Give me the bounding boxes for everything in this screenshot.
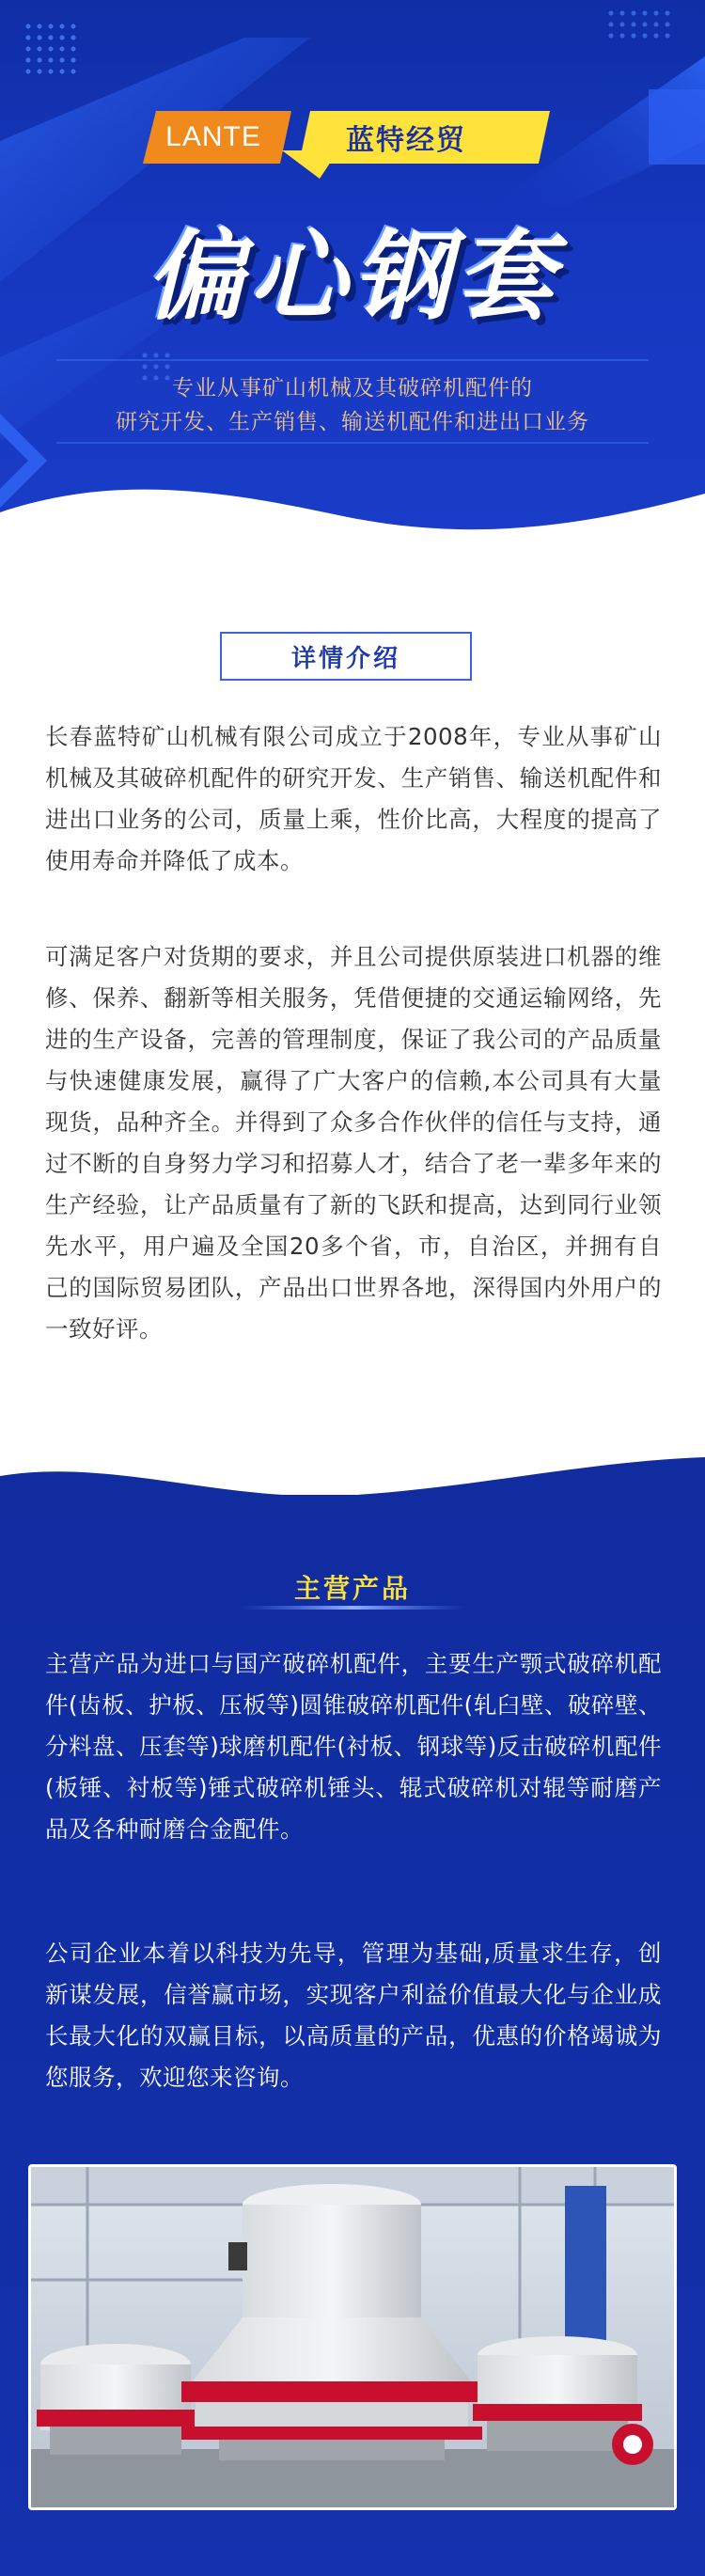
products-paragraph-2: 公司企业本着以科技为先导，管理为基础,质量求生存，创新谋发展，信誉赢市场，实现客户利益价值最大化与企业成长最大化的双赢目标，以高质量的产品，优惠的价格竭诚为您服务，欢迎您来咨询。 [45, 1940, 662, 2091]
brand-chinese: 蓝特经贸 [346, 124, 466, 157]
products-title: 主营产品 [293, 1573, 411, 1604]
intro-section [0, 564, 705, 1495]
product-photo [28, 2164, 677, 2510]
intro-paragraph-1: 长春蓝特矿山机械有限公司成立于2008年，专业从事矿山机械及其破碎机配件的研究开发、生产销售、输送机配件和进出口业务的公司，质量上乘，性价比高，大程度的提高了使用寿命并降低了成本。 [45, 723, 662, 874]
products-title-underline [240, 1606, 465, 1610]
brand-english: LANTE [165, 121, 261, 152]
hero-banner [0, 0, 705, 564]
intro-section-tag: 详情介绍 [220, 632, 472, 681]
crusher-illustration [31, 2167, 674, 2507]
products-section [0, 1495, 705, 2576]
products-paragraph-1: 主营产品为进口与国产破碎机配件，主要生产颚式破碎机配件(齿板、护板、压板等)圆锥破碎机配件(轧臼壁、破碎壁、分料盘、压套等)球磨机配件(衬板、钢球等)反击破碎机配件(板锤、衬板等)锤式破碎机锤头、辊式破碎机对辊等耐磨产品及各种耐磨合金配件。 [45, 1650, 662, 1843]
subtitle-line-1: 专业从事矿山机械及其破碎机配件的 [172, 376, 533, 401]
subtitle-line-2: 研究开发、生产销售、输送机配件和进出口业务 [116, 410, 589, 434]
brand-strip [143, 111, 547, 164]
dot-grid-icon [26, 24, 76, 74]
intro-paragraph-2: 可满足客户对货期的要求，并且公司提供原装进口机器的维修、保养、翻新等相关服务，凭借便捷的交通运输网络，先进的生产设备，完善的管理制度，保证了我公司的产品质量与快速健康发展，赢得了广大客户的信赖,本公司具有大量现货，品种齐全。并得到了众多合作伙伴的信任与支持，通过不断的自身努力学习和招募人才，结合了老一辈多年来的生产经验，让产品质量有了新的飞跃和提高，达到同行业领先水平，用户遍及全国20多个省，市，自治区，并拥有自己的国际贸易团队，产品出口世界各地，深得国内外用户的一致好评。 [45, 943, 662, 1343]
page-title: 偏心钢套 [145, 219, 559, 334]
products-wave [0, 1457, 705, 1514]
